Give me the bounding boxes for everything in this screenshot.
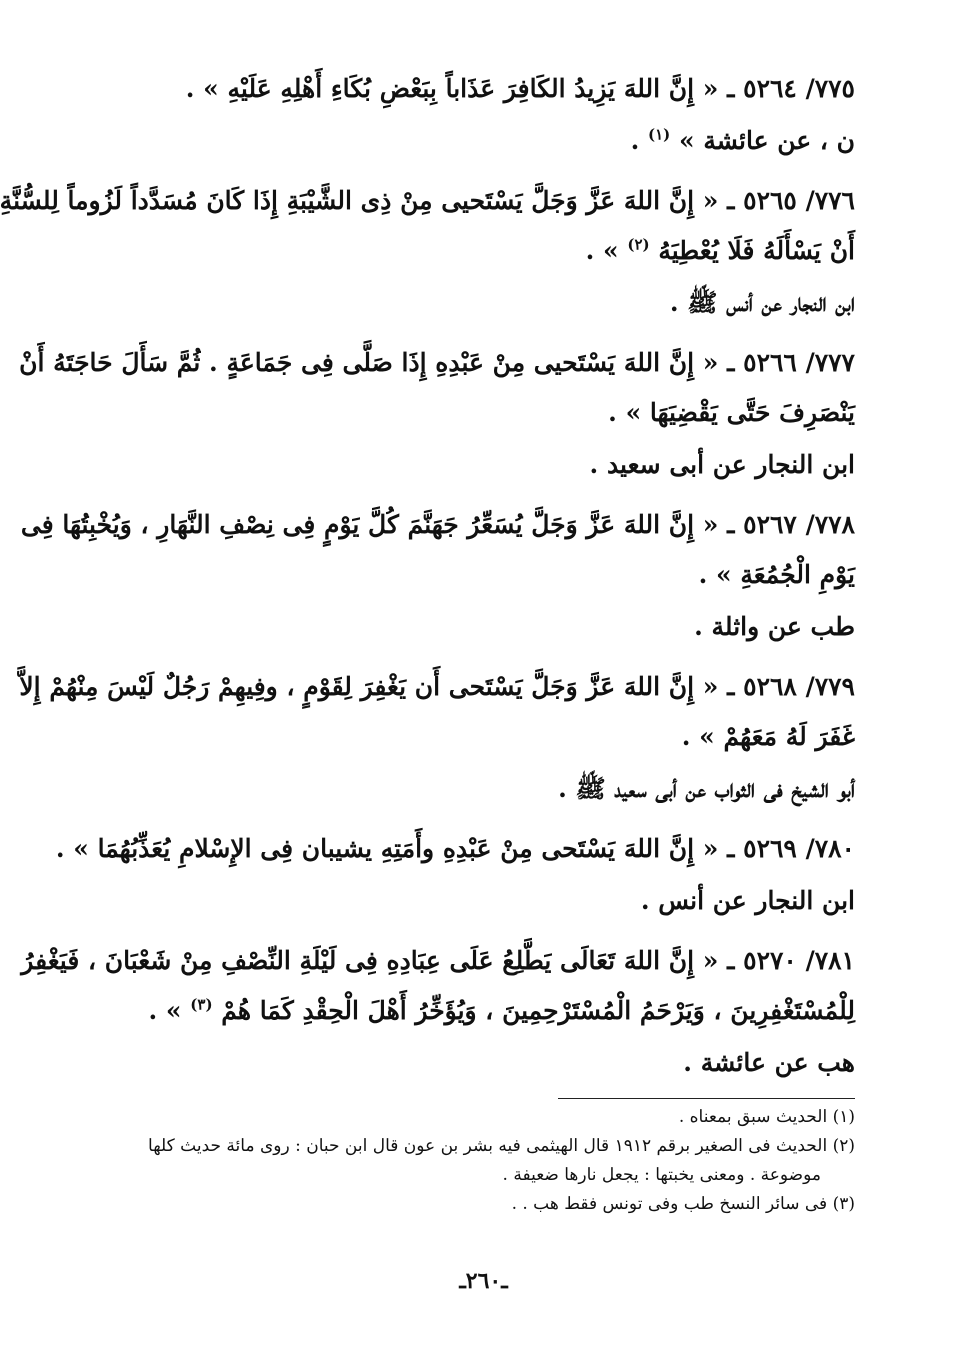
footnote-ref[interactable]: (٣) <box>190 995 213 1014</box>
hadith-text-segment: لِلْمُسْتَغْفِرِينَ ، وَيَرْحَمُ الْمُسْتَرْحِمِينَ ، وَيُؤَخِّرُ أَهْلَ الْحِقْدِ كَمَا هُمْ <box>221 996 855 1025</box>
page-number: ـ٢٦٠ـ <box>459 1268 508 1294</box>
footnote-ref[interactable]: (١) <box>647 125 671 144</box>
hadith-source: طب عن واثلة . <box>694 612 855 641</box>
hadith-entry <box>19 338 855 490</box>
source-tail: . <box>630 126 648 155</box>
hadith-source: ابن النجار عن أنس ﷺ . <box>669 288 855 317</box>
hadith-text-line: ٧٧٧/ ٥٢٦٦ ـ « إِنَّ اللهَ يَسْتَحيى مِنْ عَبْدِهِ إِذَا صَلَّى فِى جَمَاعَةٍ . ثُمَّ سَأَلَ حَاجَتَهُ أَنْ <box>19 348 855 377</box>
hadith-entry <box>80 64 855 166</box>
hadith-text-line: ٧٨١/ ٥٢٧٠ ـ « إِنَّ اللهَ تَعَالَى يَطَّلِعُ عَلَى عِبَادِهِ فِى لَيْلَةِ النِّصْفِ مِنْ شَعْبَانَ ، فَيَغْفِرُ <box>21 946 855 975</box>
footnote-3: (٣) فى سائر النسخ طب وفى تونس فقط هب . . <box>511 1194 855 1214</box>
hadith-text-line: غَفَرَ لَهُ مَعَهُمْ » . <box>681 722 855 751</box>
hadith-text-line <box>80 986 855 1036</box>
hadith-text-line: يَنْصَرِفَ حَتَّى يَقْضِيَهَا » . <box>608 398 855 427</box>
footnote-2: (٢) الحديث فى الصغير برقم ١٩١٢ قال الهيثمى فيه بشر بن عون قال ابن حبان : روى مائة حديث كلها <box>148 1136 855 1156</box>
hadith-text-tail: » . <box>585 236 628 265</box>
hadith-list <box>0 64 855 1098</box>
hadith-entry <box>19 662 855 814</box>
hadith-text-line: ٧٧٨/ ٥٢٦٧ ـ « إِنَّ اللهَ عَزَّ وَجَلَّ يُسَعِّرُ جَهَنَّمَ كُلَّ يَوْمٍ فِى نِصْفِ النَّهَارِ ، وَيُخْبِتُهَا فِى <box>20 510 855 539</box>
footnote-2-continuation: موضوعة . ومعنى يخبتها : يجعل نارها ضعيفة . <box>502 1165 821 1185</box>
hadith-entry <box>20 500 855 652</box>
hadith-text-segment: أَنْ يَسْأَلَهُ فَلَا يُعْطِيَهُ <box>658 236 855 265</box>
hadith-text-line <box>80 226 855 276</box>
hadith-entry <box>55 824 855 926</box>
hadith-text-line: ٧٧٦/ ٥٢٦٥ ـ « إِنَّ اللهَ عَزَّ وَجَلَّ يَسْتَحيى مِنْ ذِى الشَّيْبَةِ إِذَا كَانَ مُسَدَّداً لَزُوماً لِلسُّنَّةِ <box>0 186 855 215</box>
footnotes <box>80 1103 855 1219</box>
hadith-source: ابن النجار عن أبى سعيد . <box>589 450 855 479</box>
hadith-source: هب عن عائشة . <box>683 1048 855 1077</box>
hadith-text-line: يَوْمِ الْجُمُعَةِ » . <box>698 560 855 589</box>
footnote-ref[interactable]: (٢) <box>627 235 650 254</box>
source-text: ن ، عن عائشة » <box>678 126 855 155</box>
footnote-divider <box>558 1098 855 1099</box>
hadith-text-line: ٧٨٠/ ٥٢٦٩ ـ « إِنَّ اللهَ يَسْتَحى مِنْ عَبْدِهِ وأَمَتِهِ يشيبان فِى الإِسْلامِ يُعَذِّبُهُمَا » . <box>55 834 855 863</box>
hadith-text-line: ٧٧٥/ ٥٢٦٤ ـ « إِنَّ اللهَ يَزِيدُ الكَافِرَ عَذَاباً بِبَعْضِ بُكَاءِ أَهْلِهِ عَلَيْهِ » . <box>185 74 855 103</box>
hadith-source: أبو الشيخ فى الثواب عن أبى سعيد ﷺ . <box>558 774 855 803</box>
hadith-source: ابن النجار عن أنس . <box>640 886 855 915</box>
hadith-entry <box>0 176 855 328</box>
hadith-entry <box>21 936 855 1088</box>
footnote-1: (١) الحديث سبق بمعناه . <box>678 1107 855 1127</box>
hadith-text-line: ٧٧٩/ ٥٢٦٨ ـ « إِنَّ اللهَ عَزَّ وَجَلَّ يَسْتَحى أَن يَغْفِرَ لِقَوْمٍ ، وفِيهِمْ رَجُلٌ لَيْسَ مِنْهُمْ إِلاَّ <box>19 672 855 701</box>
hadith-text-tail: » . <box>148 996 191 1025</box>
hadith-source <box>80 116 855 166</box>
